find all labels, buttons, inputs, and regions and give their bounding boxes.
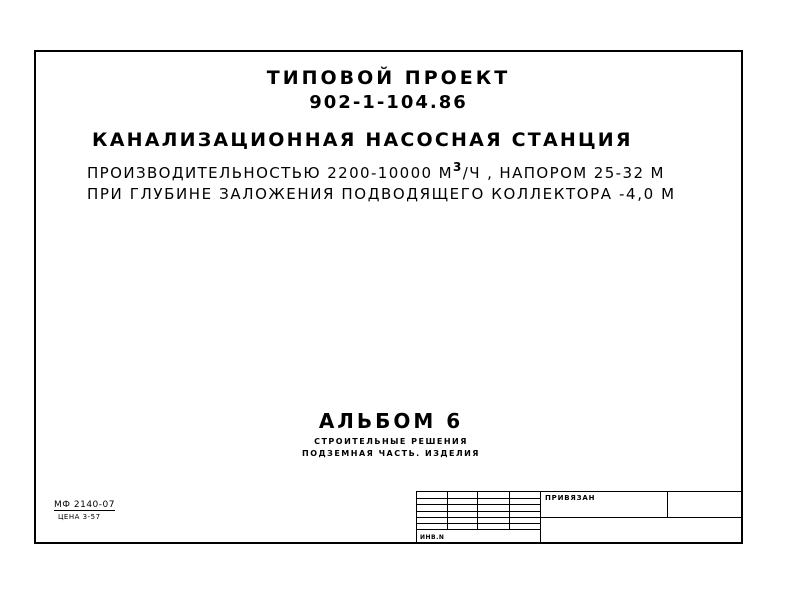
depth-line: ПРИ ГЛУБИНЕ ЗАЛОЖЕНИЯ ПОДВОДЯЩЕГО КОЛЛЕКТОРА -4,0 М <box>87 185 676 203</box>
price-label: ЦЕНА 3-57 <box>58 513 101 521</box>
drawing-sheet-frame <box>34 50 743 544</box>
stamp-grid-col <box>477 492 478 530</box>
inventory-field-label: ИНВ.N <box>420 534 445 541</box>
stamp-grid-col <box>509 492 510 530</box>
stamp-grid-row <box>417 523 540 524</box>
title-stamp <box>416 491 743 544</box>
album-section-line-1: СТРОИТЕЛЬНЫЕ РЕШЕНИЯ <box>314 437 468 446</box>
album-section-line-2: ПОДЗЕМНАЯ ЧАСТЬ. ИЗДЕЛИЯ <box>302 449 480 458</box>
stamp-divider <box>540 517 742 518</box>
stamp-grid-row <box>417 511 540 512</box>
capacity-line <box>87 160 665 182</box>
stamp-grid <box>417 492 540 543</box>
stamp-grid-row <box>417 498 540 499</box>
project-type-heading: ТИПОВОЙ ПРОЕКТ <box>266 67 511 89</box>
object-name-heading: КАНАЛИЗАЦИОННАЯ НАСОСНАЯ СТАНЦИЯ <box>92 129 633 151</box>
album-title: АЛЬБОМ 6 <box>318 409 464 433</box>
capacity-exponent: 3 <box>453 160 463 174</box>
attached-field-label: ПРИВЯЗАН <box>545 494 596 502</box>
stamp-grid-row <box>417 517 540 518</box>
stamp-grid-row <box>417 504 540 505</box>
capacity-prefix: ПРОИЗВОДИТЕЛЬНОСТЬЮ 2200-10000 М <box>87 164 454 182</box>
inventory-code: МФ 2140-07 <box>54 500 115 510</box>
project-number: 902-1-104.86 <box>309 92 468 113</box>
stamp-divider <box>667 492 668 517</box>
stamp-grid-col <box>447 492 448 530</box>
capacity-suffix: /Ч , НАПОРОМ 25-32 М <box>462 164 665 182</box>
stamp-grid-row <box>417 529 540 530</box>
